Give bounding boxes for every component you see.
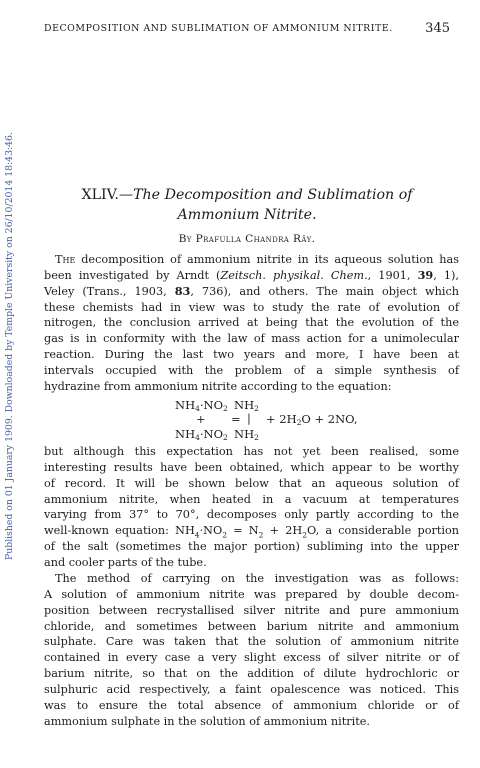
text-line: and cooler parts of the tube. [44, 555, 207, 569]
equation-term: $NH_2$ [234, 427, 259, 442]
page-number: 345 [425, 21, 450, 36]
text-line: nitrogen, the conclusion arrived at being that the evolution of the [44, 316, 459, 330]
text-line: Veley (Trans., 1903, 83, 736), and others. The main object which [44, 283, 459, 298]
text-line: chloride, and sometimes between barium nitrite and ammonium [44, 619, 459, 633]
text-line: but although this expectation has not yet been realised, some [44, 445, 459, 458]
article-title-line-1 [44, 185, 450, 205]
equation-term: $NH_4\cdot NO_2$ [175, 398, 228, 413]
text-line: sulphate. Care was taken that the solution of ammonium nitrite [44, 635, 459, 649]
text-line: ammonium sulphate in the solution of ammonium nitrite. [44, 714, 370, 728]
text-line: of record. It will be shown below that an aqueous solution of [44, 476, 459, 490]
paragraph-1 [44, 252, 459, 395]
author-byline: By Prafulla Chandra Rây. [178, 233, 316, 245]
text-line: position between recrystallised silver nitrite and pure ammonium [44, 603, 459, 617]
text-line: these chemists had in view was to study the rate of evolution of [44, 300, 459, 314]
text-line: A solution of ammonium nitrite was prepared by double decom- [44, 587, 459, 601]
text-line: gas is in conformity with the law of mass action for a unimolecular [44, 332, 459, 346]
text-line: intervals occupied with the problem of a simple synthesis of [44, 363, 459, 377]
equation-bond: | [247, 411, 251, 425]
text-line: interesting results have been obtained, which appear to be worthy [44, 460, 459, 474]
equation-term: $NH_4\cdot NO_2$ [175, 427, 228, 442]
running-head [44, 21, 450, 37]
text-line: was to ensure the total absence of ammonium chloride or of [44, 698, 459, 712]
publication-stamp-text: Published on 01 January 1909. Downloaded by Temple University on 26/10/2014 18:43:46. [4, 132, 15, 560]
equation-term: $NH_2$ [234, 398, 259, 413]
text-line: hydrazine from ammonium nitrite according to the equation: [44, 379, 392, 393]
publication-stamp [3, 90, 17, 560]
running-head-title: DECOMPOSITION AND SUBLIMATION OF AMMONIUM NITRITE. [44, 23, 393, 34]
text-line: reaction. During the last two years and more, I have been at [44, 348, 459, 362]
article-number: XLIV. [81, 187, 119, 203]
text-line: The decomposition of ammonium nitrite in its aqueous solution has [55, 253, 459, 266]
text-line: of the salt (sometimes the major portion) subliming into the upper [44, 540, 459, 554]
text-line: contained in every case a very slight excess of silver nitrite or of [44, 651, 459, 665]
paragraph-3 [44, 571, 459, 729]
text-line: ammonium nitrite, when heated in a vacuum at temperatures [44, 492, 459, 506]
equation-plus: + [196, 412, 206, 426]
text-line: well-known equation: $NH_4\cdot NO_2 = N_2 + 2H_2O$, a considerable portion [44, 524, 459, 540]
text-line: sulphuric acid respectively, a faint opalescence was noticed. This [44, 682, 459, 696]
equation-rhs: + $2H_2O + 2NO$, [266, 412, 358, 427]
text-line: varying from 37° to 70°, decomposes only partly according to the [44, 508, 459, 522]
paragraph-2 [44, 444, 459, 571]
text-line: barium nitrite, so that on the addition of dilute hydrochloric or [44, 667, 459, 681]
text-line: The method of carrying on the investigation was as follows: [55, 572, 459, 585]
article-title-line-2: Ammonium Nitrite. [177, 207, 317, 223]
article-title-part-1: —The Decomposition and Sublimation of [118, 187, 413, 203]
text-line: been investigated by Arndt (Zeitsch. physikal. Chem., 1901, 39, 1), [44, 267, 459, 282]
article-title-block [44, 185, 450, 245]
equation-equals: = [231, 412, 241, 426]
